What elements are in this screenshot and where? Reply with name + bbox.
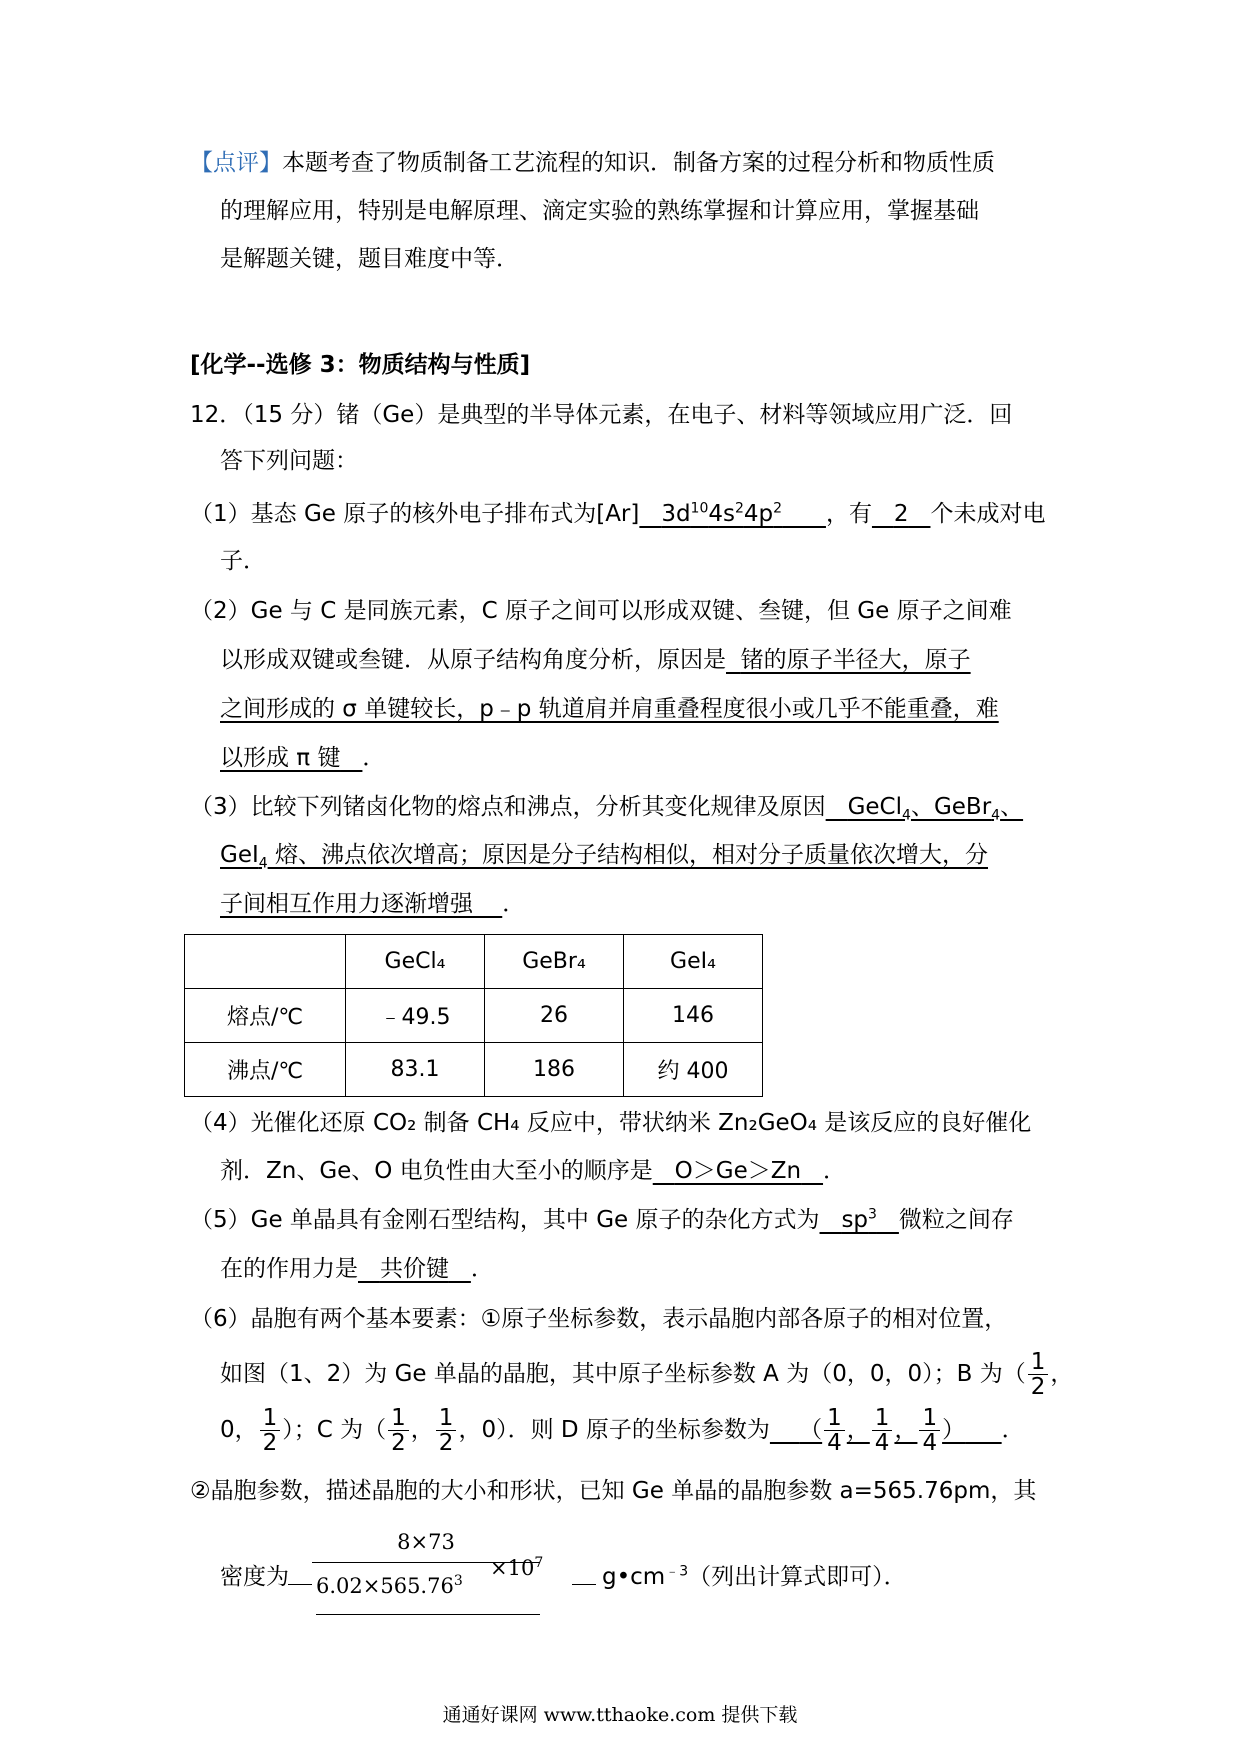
comment-tag: 【点评】 bbox=[190, 150, 282, 176]
answer-d-coordinates: （ $\frac{1}{4}$ ， $\frac{1}{4}$ ， $\frac{1}{4}$ ） bbox=[799, 1405, 966, 1456]
question-12-line-1: 12．（15 分）锗（Ge）是典型的半导体元素，在电子、材料等领域应用广泛．回 bbox=[190, 402, 1013, 428]
part-3-line-1: （3）比较下列锗卤化物的熔点和沸点，分析其变化规律及原因 GeCl$_4$、GeBr$_4$、 bbox=[190, 794, 1024, 824]
part-2-line-2: 以形成双键或叁键．从原子结构角度分析，原因是 锗的原子半径大，原子 bbox=[220, 647, 971, 673]
answer-electron-config: $3d^{10}4s^24p^2$ bbox=[661, 500, 783, 527]
part-3-line-2: GeI$_4$ 熔、沸点依次增高；原因是分子结构相似，相对分子质量依次增大，分 bbox=[220, 842, 988, 872]
part-6-line-3: 0， $\frac{1}{2}$ ）；C 为（ $\frac{1}{2}$ ， $\frac{1}{2}$ ，0）．则 D 原子的坐标参数为 （ $\frac{1}{4}$ ， $\frac{1}{4}$ ， $\frac{1}{4}$ ） ． bbox=[220, 1405, 1025, 1456]
answer-interaction: 共价键 bbox=[379, 1256, 449, 1282]
answer-part-4: O＞Ge＞Zn bbox=[674, 1158, 802, 1184]
footer-credit: 通通好课网 www.tthaoke.com 提供下载 bbox=[442, 1704, 798, 1726]
part-1-line-2: 子． bbox=[220, 548, 266, 574]
table-row: 熔点/℃ ﹣49.5 26 146 bbox=[185, 989, 763, 1043]
part-2-line-4: 以形成 π 键 ． bbox=[220, 745, 386, 771]
comment-line-1: 【点评】本题考查了物质制备工艺流程的知识．制备方案的过程分析和物质性质 bbox=[190, 150, 995, 176]
halide-table bbox=[184, 934, 763, 1097]
part-2-line-3: 之间形成的 σ 单键较长，p﹣p 轨道肩并肩重叠程度很小或几乎不能重叠，难 bbox=[220, 696, 999, 722]
answer-unpaired-count: 2 bbox=[893, 501, 909, 527]
answer-part-2: 锗的原子半径大，原子 bbox=[740, 647, 971, 673]
table-header-row: GeCl₄ GeBr₄ GeI₄ bbox=[185, 935, 763, 989]
part-1-line-1: （1）基态 Ge 原子的核外电子排布式为[Ar] $3d^{10}4s^24p^2$ ，有 2 个未成对电 bbox=[190, 500, 1046, 527]
comment-line-2: 的理解应用，特别是电解原理、滴定实验的熟练掌握和计算应用，掌握基础 bbox=[220, 198, 979, 224]
part-6-line-2: 如图（1、2）为 Ge 单晶的晶胞，其中原子坐标参数 A 为（0，0，0）；B 为（ $\frac{1}{2}$ ， bbox=[220, 1349, 1074, 1400]
part-6-line-4: ②晶胞参数，描述晶胞的大小和形状，已知 Ge 单晶的晶胞参数 a=565.76pm，其 bbox=[190, 1478, 1037, 1504]
question-12-line-2: 答下列问题： bbox=[220, 448, 358, 474]
part-4-line-2: 剂．Zn、Ge、O 电负性由大至小的顺序是 O＞Ge＞Zn ． bbox=[220, 1158, 847, 1184]
section-title: [化学--选修 3：物质结构与性质] bbox=[190, 352, 531, 378]
part-5-line-1: （5）Ge 单晶具有金刚石型结构，其中 Ge 原子的杂化方式为 $sp^3$ 微粒之间存 bbox=[190, 1206, 1014, 1233]
table-row: 沸点/℃ 83.1 186 约 400 bbox=[185, 1043, 763, 1097]
part-4-line-1: （4）光催化还原 CO₂ 制备 CH₄ 反应中，带状纳米 Zn₂GeO₄ 是该反应的良好催化 bbox=[190, 1110, 1032, 1136]
answer-hybridization: $sp^3$ bbox=[841, 1206, 877, 1233]
fraction-half: $\frac{1}{2}$ bbox=[1028, 1350, 1049, 1399]
part-3-line-3: 子间相互作用力逐渐增强 ． bbox=[220, 891, 526, 917]
answer-part-3: GeCl$_4$、GeBr$_4$、 bbox=[847, 794, 1024, 824]
part-2-line-1: （2）Ge 与 C 是同族元素，C 原子之间可以形成双键、叁键，但 Ge 原子之间难 bbox=[190, 598, 1012, 624]
part-5-line-2: 在的作用力是 共价键 ． bbox=[220, 1256, 494, 1282]
comment-line-3: 是解题关键，题目难度中等． bbox=[220, 246, 519, 272]
part-6-line-1: （6）晶胞有两个基本要素：①原子坐标参数，表示晶胞内部各原子的相对位置， bbox=[190, 1306, 1008, 1332]
